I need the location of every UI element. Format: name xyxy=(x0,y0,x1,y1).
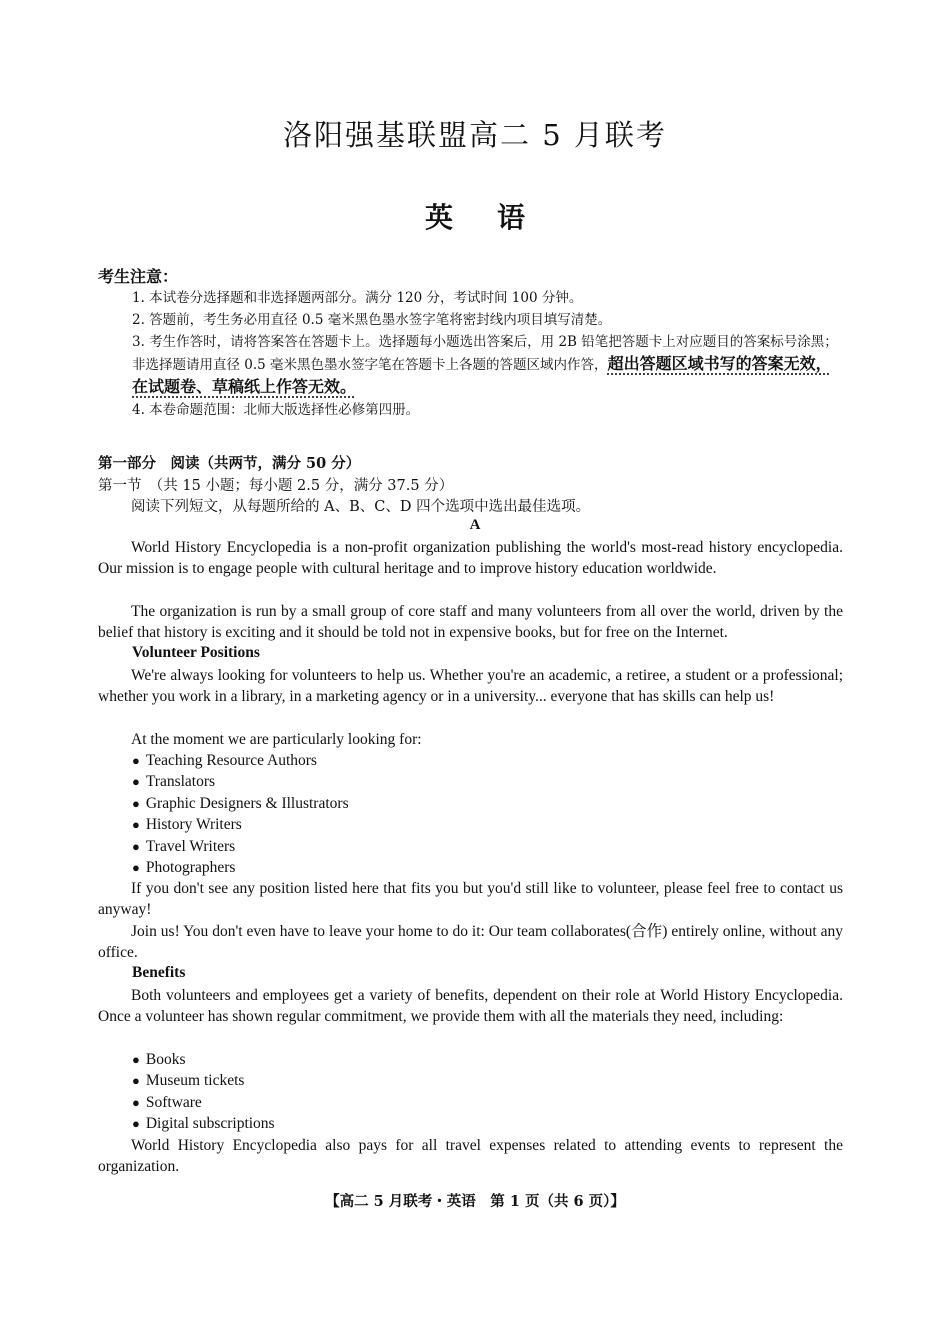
list-item: ● Software xyxy=(132,1092,275,1113)
volunteer-heading: Volunteer Positions xyxy=(132,644,260,661)
section1-heading: 第一节 （共 15 小题；每小题 2.5 分，满分 37.5 分） xyxy=(98,478,454,494)
paragraph-7: Both volunteers and employees get a variety of benefits, dependent on their role at World History Encyclopedia. Once a volunteer has shown regular commitment, we provide them with all the materials they need, including: xyxy=(98,987,843,1026)
part1-heading: 第一部分 阅读（共两节，满分 50 分） xyxy=(98,455,361,472)
list-item: ● Graphic Designers & Illustrators xyxy=(132,793,349,814)
notice-item-2: 2. 答题前，考生务必用直径 0.5 毫米黑色墨水签字笔将密封线内项目填写清楚。 xyxy=(132,312,612,328)
subject-title: 英语 xyxy=(424,201,569,234)
list-item: ● Museum tickets xyxy=(132,1070,275,1091)
instruction: 阅读下列短文，从每题所给的 A、B、C、D 四个选项中选出最佳选项。 xyxy=(131,499,591,515)
list-item: ● Teaching Resource Authors xyxy=(132,750,349,771)
page-title: 洛阳强基联盟高二 5 月联考 xyxy=(283,118,667,152)
paragraph-6: Join us! You don't even have to leave your home to do it: Our team collaborates(合作) entirely online, without any office. xyxy=(98,923,843,962)
list-item: ● Photographers xyxy=(132,857,349,878)
paragraph-2: The organization is run by a small group of core staff and many volunteers from all over the world, driven by the belief that history is exciting and it should be told not in expensive books, but for free on the Internet. xyxy=(98,603,843,642)
paragraph-1: World History Encyclopedia is a non-profit organization publishing the world's most-read history encyclopedia. Our mission is to engage people with cultural heritage and to improve history education worldwide. xyxy=(98,539,843,578)
benefits-heading: Benefits xyxy=(132,964,186,981)
notice-item-4: 4. 本卷命题范围：北师大版选择性必修第四册。 xyxy=(132,402,420,418)
list-item: ● Travel Writers xyxy=(132,836,349,857)
list-item: ● Books xyxy=(132,1049,275,1070)
paragraph-8: World History Encyclopedia also pays for all travel expenses related to attending events to represent the organization. xyxy=(98,1137,843,1176)
positions-list xyxy=(132,750,349,878)
paragraph-4: At the moment we are particularly looking for: xyxy=(131,731,422,748)
notice-item-3-emphasis: 超出答题区域书写的答案无效，在试题卷、草稿纸上作答无效。 xyxy=(132,354,832,396)
notice-item-1: 1. 本试卷分选择题和非选择题两部分。满分 120 分，考试时间 100 分钟。 xyxy=(132,290,583,306)
list-item: ● History Writers xyxy=(132,814,349,835)
list-item: ● Translators xyxy=(132,771,349,792)
paragraph-5: If you don't see any position listed here that fits you but you'd still like to volunteer, please feel free to contact us anyway! xyxy=(98,880,843,919)
page-footer: 【高二 5 月联考・英语 第 1 页（共 6 页）】 xyxy=(325,1193,625,1210)
notice-item-3-text: 3. 考生作答时，请将答案答在答题卡上。选择题每小题选出答案后，用 2B 铅笔把答题卡上对应题目的答案标号涂黑；非选择题请用直径 0.5 毫米黑色墨水签字笔在答题卡上各题的答题区域内作答， xyxy=(132,334,838,373)
list-item: ● Digital subscriptions xyxy=(132,1113,275,1134)
paragraph-3: We're always looking for volunteers to help us. Whether you're an academic, a retiree, a student or a professional; whether you work in a library, in a marketing agency or in a university... everyone that has skills can help us! xyxy=(98,667,843,706)
passage-label: A xyxy=(469,517,481,533)
notice-item-3 xyxy=(132,332,847,399)
notice-heading: 考生注意： xyxy=(98,267,179,286)
benefits-list xyxy=(132,1049,275,1135)
